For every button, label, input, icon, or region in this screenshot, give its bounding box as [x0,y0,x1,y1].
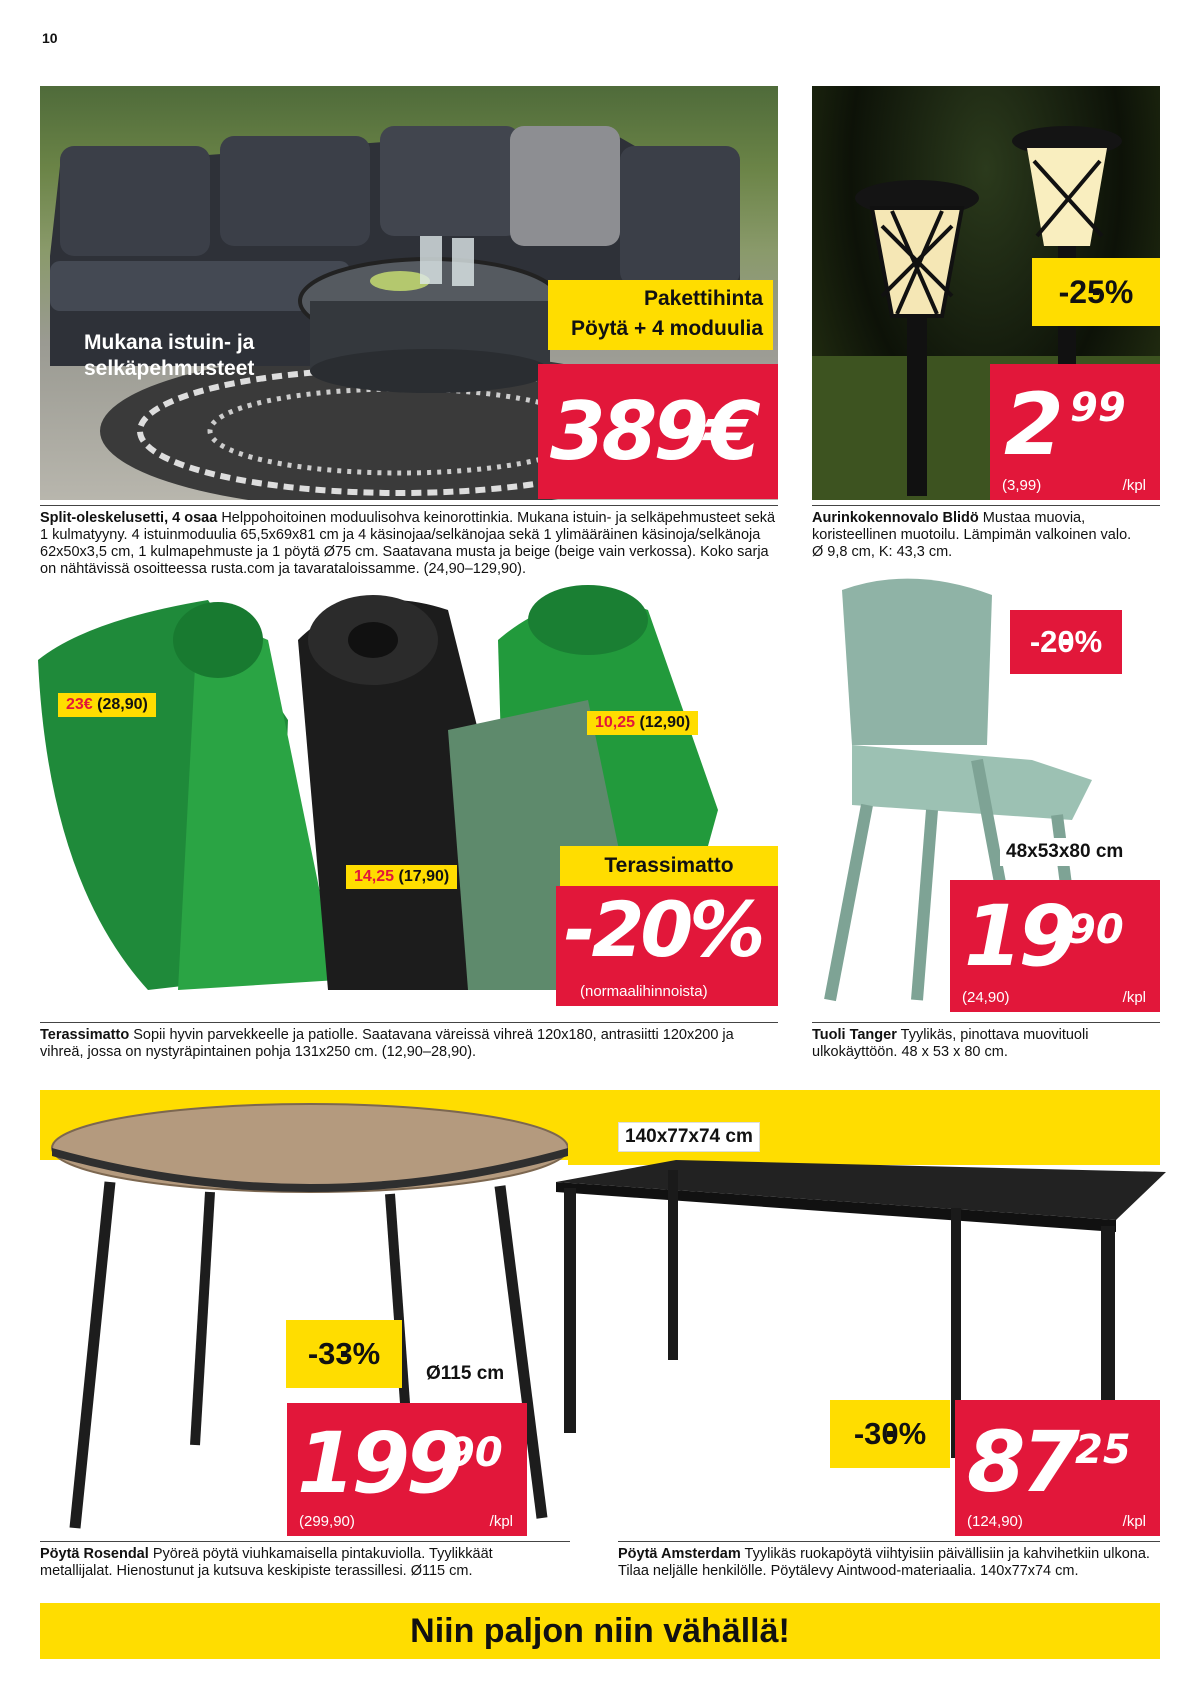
lamp-price-box [990,364,1160,500]
rug-desc-text: Sopii hyvin parvekkeelle ja patiolle. Saatavana väreissä vihreä 120x180, antrasiitti 120x200 ja vihreä, jossa on nystyräpintainen pohja 131x250 cm. (12,90–28,90). [40,1027,734,1060]
rug-discount-note: (normaalihinnoista) [580,983,708,1000]
rug-black-new-price: 14,25 [354,868,395,885]
rect-table-desc-title: Pöytä Amsterdam [618,1546,741,1562]
rug-description [40,1027,778,1061]
rug-discount-box [556,886,778,1006]
page-number: 10 [42,30,58,46]
round-table-description [40,1546,565,1580]
round-table-price-main: 199 [297,1414,461,1512]
rug-green-old-price: (28,90) [97,696,148,713]
round-table-desc-text: Pyöreä pöytä viuhkamaisella pintakuviolla. Tyylikkäät metallijalat. Hienostunut ja kutsuva keskipiste terassillesi. Ø115 cm. [40,1546,493,1579]
rect-table-discount-badge [830,1400,950,1468]
rect-table-price-box [955,1400,1160,1536]
sofa-package-label: Pakettihinta [643,287,763,310]
footer-slogan: Niin paljon niin vähällä! [410,1611,790,1650]
rug-grey-old-price: (12,90) [639,714,691,731]
lamp-desc-title: Aurinkokennovalo Blidö [812,510,979,526]
lamp-description [812,510,1142,561]
chair-description [812,1027,1152,1061]
sofa-price: 389€ [550,385,757,478]
lamp-divider [812,505,1160,506]
rug-green-new-price: 23€ [66,696,93,713]
round-table-divider [40,1541,570,1542]
lamp-unit: /kpl [1122,477,1146,494]
chair-size: 48x53x80 cm [1000,838,1129,866]
chair-price-main: 19 [964,887,1073,985]
sofa-price-box [538,364,778,499]
sofa-description [40,510,778,578]
chair-price-cents: 90 [1068,907,1124,953]
round-table-price-box [287,1403,527,1536]
round-table-price-cents: 90 [447,1430,503,1476]
rug-price-green [58,693,156,717]
sofa-desc-text: Helppohoitoinen moduulisohva keinorottinkia. Mukana istuin- ja selkäpehmusteet sekä 1 kulmatyyny. 4 istuinmoduulia 65,5x69x81 cm ja 4 käsinojaa/selkänojaa sekä 1 ylimääräinen käsinoja/selkänoja 62x50x3,5 cm, 1 kulmapehmuste ja 1 pöytä Ø75 cm. Saatavana musta ja beige (beige vain verkossa). Koko sarja on nähtävissä osoitteessa rusta.com ja tavarataloissamme. (24,90–129,90). [40,510,776,577]
rect-table-discount: -30% [853,1416,927,1451]
lamp-price-main: 2 [1004,375,1060,475]
chair-discount: -20% [1029,624,1103,659]
rect-table-desc-text: Tyylikäs ruokapöytä viihtyisiin päivällisiin ja kahvihetkiin ulkona. Tilaa neljälle henkilölle. Pöytälevy Aintwood-materiaalia. 140x77x74 cm. [618,1546,1150,1579]
rug-desc-title: Terassimatto [40,1027,130,1043]
lamp-discount-badge [1032,258,1160,326]
rect-table-old-price: (124,90) [967,1513,1023,1530]
lamp-old-price: (3,99) [1002,477,1042,494]
chair-discount-badge [1010,610,1122,674]
rect-table-description [618,1546,1158,1580]
round-table-desc-title: Pöytä Rosendal [40,1546,149,1562]
rect-table-unit: /kpl [1122,1513,1146,1530]
rug-tag-label: Terassimatto [604,854,734,877]
rug-grey-new-price: 10,25 [595,714,636,731]
sofa-package-contents: Pöytä + 4 moduulia [571,317,763,340]
sofa-divider [40,505,778,506]
chair-unit: /kpl [1122,989,1146,1006]
chair-desc-title: Tuoli Tanger [812,1027,897,1043]
round-table-unit: /kpl [489,1513,513,1530]
sofa-package-tag [548,280,773,350]
rug-divider [40,1022,778,1023]
rect-table-divider [618,1541,1160,1542]
rug-discount: -20% [564,885,762,974]
rug-tag [560,846,778,886]
chair-divider [812,1022,1160,1023]
rug-black-old-price: (17,90) [398,868,450,885]
rug-price-black [346,865,457,889]
lamp-price-cents: 99 [1070,385,1126,431]
rect-table-price-cents: 25 [1075,1427,1131,1473]
round-table-old-price: (299,90) [299,1513,355,1530]
sofa-overlay-text: Mukana istuin- ja selkäpehmusteet [84,331,255,380]
footer-banner [40,1603,1160,1659]
lamp-discount: -25% [1058,273,1134,310]
round-table-size: Ø115 cm [420,1360,510,1388]
lamp-desc-text: Mustaa muovia, koristeellinen muotoilu. Lämpimän valkoinen valo. Ø 9,8 cm, K: 43,3 cm. [812,510,1132,560]
round-table-discount: -33% [307,1336,381,1371]
round-table-discount-badge [286,1320,402,1388]
rug-price-grey [587,711,698,735]
chair-desc-text: Tyylikäs, pinottava muovituoli ulkokäyttöön. 48 x 53 x 80 cm. [812,1027,1089,1060]
chair-old-price: (24,90) [962,989,1010,1006]
sofa-desc-title: Split-oleskelusetti, 4 osaa [40,510,218,526]
chair-price-box [950,880,1160,1012]
rect-table-size: 140x77x74 cm [618,1122,760,1152]
rect-table-price-main: 87 [967,1413,1076,1511]
